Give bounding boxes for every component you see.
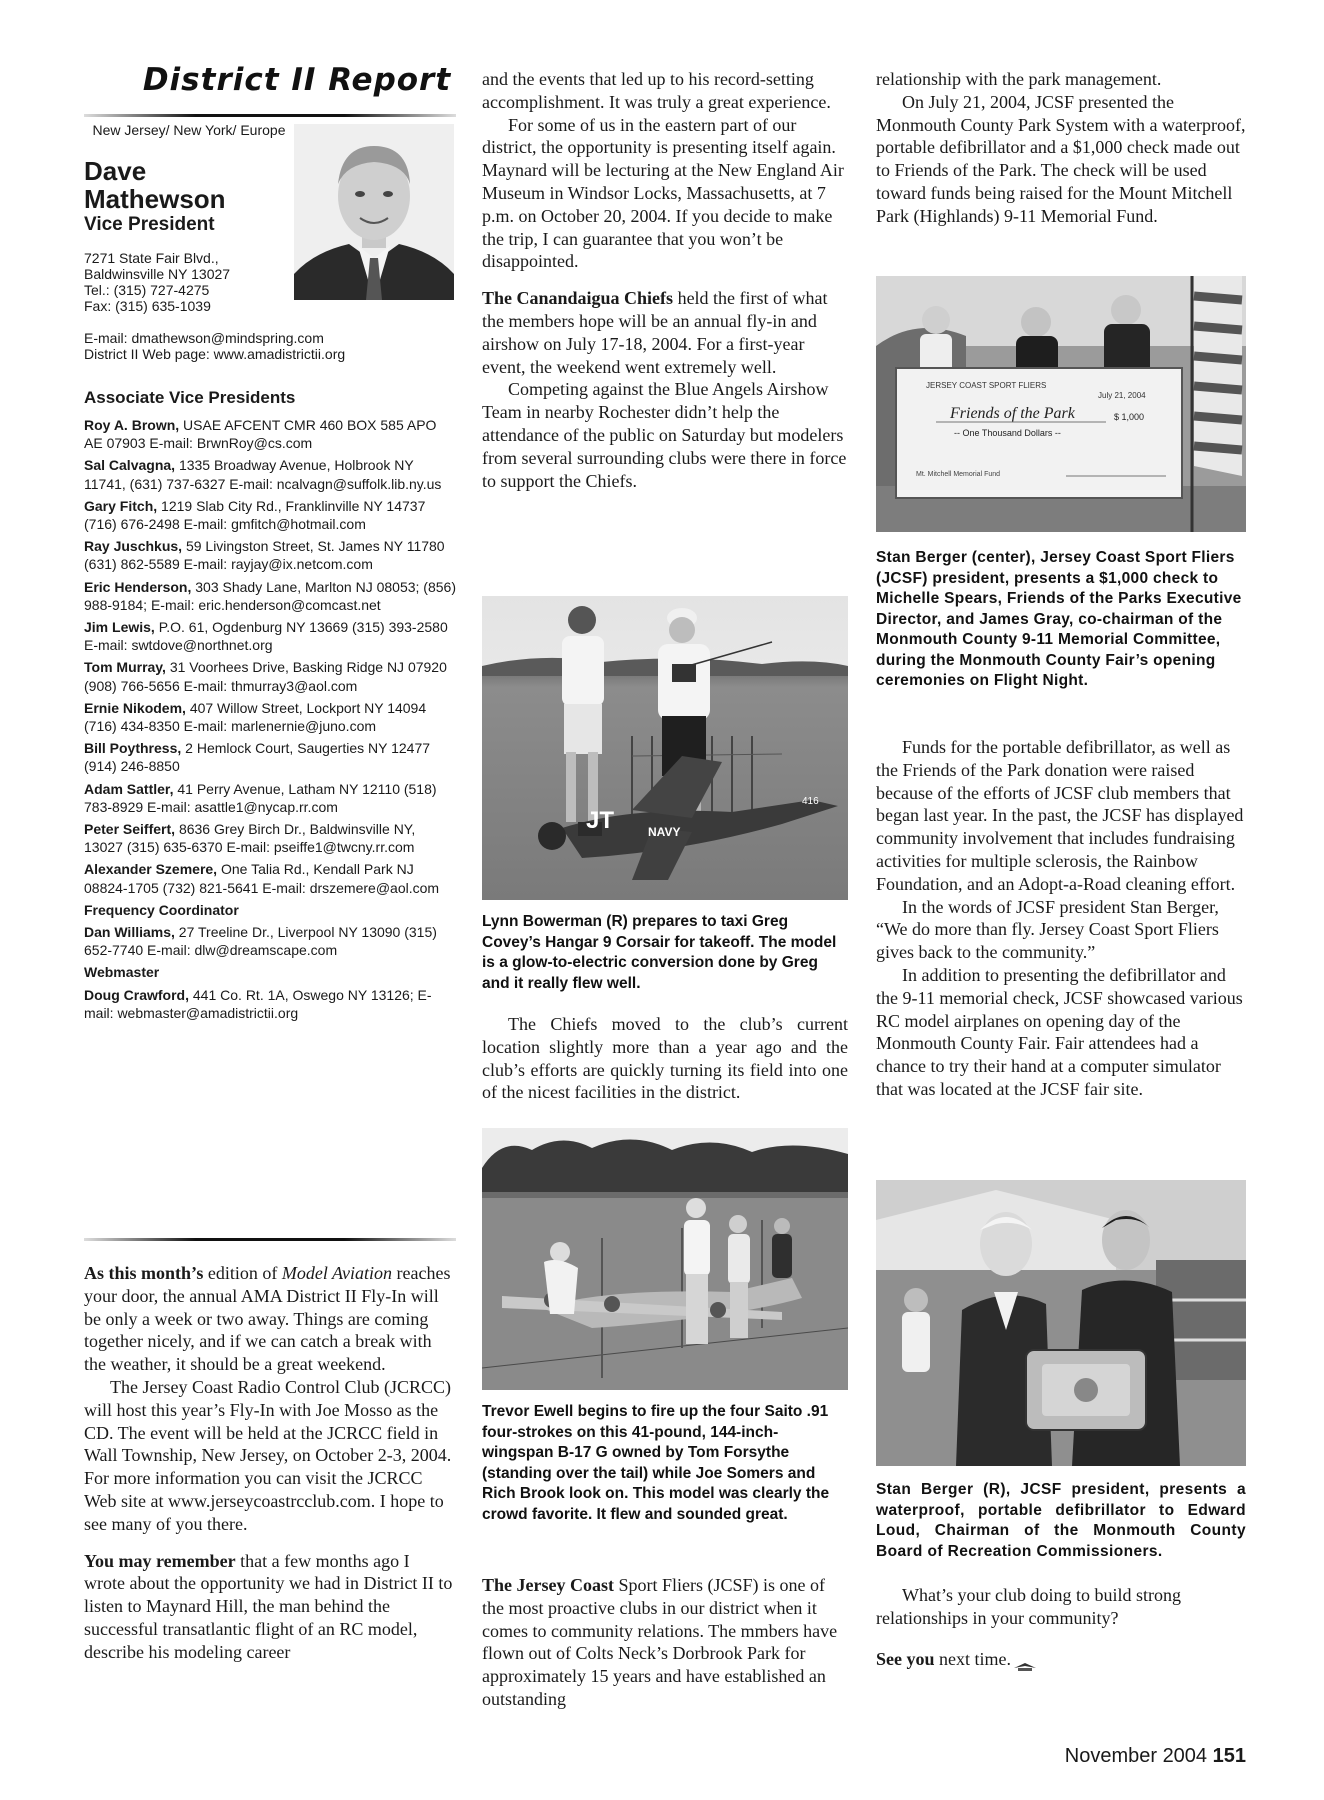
officer-address-1: 7271 State Fair Blvd., — [84, 250, 219, 266]
paragraph: and the events that led up to his record-setting accomplishment. It was truly a great experience. — [482, 69, 831, 112]
page-footer — [1065, 1745, 1246, 1768]
b17-caption: Trevor Ewell begins to fire up the four Saito .91 four-strokes on this 41-pound, 144-inch-wingspan B-17 G owned by Tom Forsythe (standing over the tail) while Joe Somers and Rich Brook look on. This model was clearly the crowd favorite. It flew and sounded great. — [482, 1403, 830, 1523]
associate-info: 2 Hemlock Court, Saugerties NY 12477 (914) 246-8850 — [84, 740, 431, 775]
associates-list — [84, 416, 456, 1026]
associate-entry — [84, 497, 456, 533]
officer-email: E-mail: dmathewson@mindspring.com — [84, 330, 324, 346]
corsair-caption: Lynn Bowerman (R) prepares to taxi Greg Covey’s Hangar 9 Corsair for takeoff. The model is a glow-to-electric conversion done by Greg and it really flew well. — [482, 913, 837, 992]
check-amount-words: -- One Thousand Dollars -- — [954, 428, 1061, 438]
paragraph: In addition to presenting the defibrillator and the 9-11 memorial check, JCSF showcased various RC model airplanes on opening day of the Monmouth County Fair. Fair attendees had a chance to try their hand at a computer simulator that was located at the JCSF fair site. — [876, 964, 1243, 1099]
lead-in: You may remember — [84, 1550, 236, 1571]
corsair-photo — [482, 596, 848, 900]
check-presentation-photo — [876, 276, 1246, 532]
webmaster-heading: Webmaster — [84, 964, 160, 981]
associate-entry — [84, 820, 456, 856]
coordinator-info: 27 Treeline Dr., Liverpool NY 13090 (315) 652-7740 E-mail: dlw@dreamscape.com — [84, 924, 437, 959]
paragraph — [876, 1648, 1246, 1671]
plane-number-label: 416 — [802, 796, 819, 807]
check-org-text: JERSEY COAST SPORT FLIERS — [926, 381, 1047, 390]
associate-name: Bill Poythress, — [84, 740, 182, 757]
associate-name: Ray Juschkus, — [84, 538, 183, 555]
associate-info: 59 Livingston Street, St. James NY 11780 (631) 862-5589 E-mail: rayjay@ix.netcom.com — [84, 538, 445, 573]
webmaster-entry — [84, 986, 456, 1022]
plane-navy-label: NAVY — [648, 825, 681, 839]
associate-info: 1335 Broadway Avenue, Holbrook NY 11741, (631) 737-6327 E-mail: ncalvagn@suffolk.lib.ny.us — [84, 457, 442, 492]
text-run: Sport Fliers (JCSF) is one of the most proactive clubs in our district when it comes to community relations. The mmbers have flown out of Colts Neck’s Dorbrook Park for approximately 15 years and have established an outstanding — [482, 1575, 838, 1709]
plane-code-label: JT — [586, 807, 615, 834]
associate-info: 1219 Slab City Rd., Franklinville NY 14737 (716) 676-2498 E-mail: gmfitch@hotmail.com — [84, 497, 426, 533]
title-divider — [84, 114, 456, 117]
officer-name — [84, 157, 226, 213]
lead-in: See you — [876, 1648, 935, 1669]
paragraph: Funds for the portable defibrillator, as well as the Friends of the Park donation were raised because of the efforts of JCSF club members that began last year. In the past, the JCSF has displayed community involvement that includes fundraising activities for multiple sclerosis, the Rainbow Foundation, and an Adopt-a-Road cleaning effort. — [876, 737, 1244, 894]
lead-in: The Jersey Coast — [482, 1575, 614, 1595]
associate-name: Eric Henderson, — [84, 578, 192, 595]
article-part-5 — [876, 68, 1246, 228]
district-web: District II Web page: www.amadistrictii.org — [84, 346, 346, 362]
paragraph: Competing against the Blue Angels Airshow Team in nearby Rochester didn’t help the attendance of the public on Saturday but modelers from several surrounding clubs were there in force to support the Chiefs. — [482, 379, 847, 491]
associate-entry — [84, 860, 456, 896]
paragraph — [84, 1550, 454, 1664]
officer-last-name: Mathewson — [84, 184, 226, 214]
associate-info: 8636 Grey Birch Dr., Baldwinsville NY, 13027 (315) 635-6370 E-mail: pseiffe1@twcny.rr.com — [84, 821, 416, 856]
associate-info: One Talia Rd., Kendall Park NJ 08824-1705 (732) 821-5641 E-mail: drszemere@aol.com — [84, 861, 440, 896]
article-part-6 — [876, 736, 1246, 1101]
associate-entry — [84, 416, 456, 452]
associate-name: Tom Murray, — [84, 659, 166, 676]
webmaster-name: Doug Crawford, — [84, 986, 189, 1003]
lead-in: As this month’s — [84, 1263, 204, 1283]
associate-name: Roy A. Brown, — [84, 417, 180, 433]
associate-entry — [84, 618, 456, 654]
associate-info: USAE AFCENT CMR 460 BOX 585 APO AE 07903 E-mail: BrwnRoy@cs.com — [84, 417, 437, 452]
officer-tel: Tel.: (315) 727-4275 — [84, 282, 210, 298]
check-amount-text: $ 1,000 — [1114, 412, 1145, 422]
associate-info: P.O. 61, Ogdenburg NY 13669 (315) 393-2580 E-mail: swtdove@northnet.org — [84, 619, 448, 654]
text-run: held the first of what the members hope will be an annual fly-in and airshow on July 17-18, 2004. For a first-year event, the weekend went extremely well. — [482, 288, 828, 377]
associate-info: 303 Shady Lane, Marlton NJ 08053; (856) 988-9184; E-mail: eric.henderson@comcast.net — [84, 578, 456, 613]
associates-heading: Associate Vice Presidents — [84, 388, 296, 407]
article-closing — [876, 1584, 1246, 1670]
paragraph: relationship with the park management. — [876, 69, 1162, 89]
paragraph: In the words of JCSF president Stan Berger, “We do more than fly. Jersey Coast Sport Fliers gives back to the community.” — [876, 896, 1219, 963]
associate-entry — [84, 699, 456, 735]
officer-first-name: Dave — [84, 156, 147, 186]
officer-fax: Fax: (315) 635-1039 — [84, 298, 211, 314]
paragraph — [482, 287, 848, 378]
associate-name: Ernie Nikodem, — [84, 699, 186, 716]
associate-name: Adam Sattler, — [84, 780, 174, 797]
associate-name: Sal Calvagna, — [84, 457, 176, 474]
associate-name: Peter Seiffert, — [84, 821, 176, 838]
text-run: that a few months ago I wrote about the opportunity we had in District II to listen to Maynard Hill, the man behind the successful transatlantic flight of an RC model, describe his modeling career — [84, 1550, 453, 1662]
paragraph: For some of us in the eastern part of our district, the opportunity is presenting itself again. Maynard will be lecturing at the New England Air Museum in Windsor Locks, Massachusetts, at 7 p.m. on October 20, 2004. If you decide to make the trip, I can guarantee that you won’t be disappointed. — [482, 114, 844, 272]
associate-name: Gary Fitch, — [84, 497, 158, 514]
defibrillator-caption: Stan Berger (R), JCSF president, presents a waterproof, portable defibrillator to Edward Loud, Chairman of the Monmouth County Board of Recreation Commissioners. — [876, 1481, 1246, 1560]
lead-in: The Canandaigua Chiefs — [482, 288, 674, 309]
associate-name: Alexander Szemere, — [84, 861, 218, 878]
paragraph — [84, 1262, 454, 1376]
paragraph: What’s your club doing to build strong relationships in your community? — [876, 1585, 1181, 1628]
page-number: 151 — [1212, 1745, 1246, 1767]
associate-info: 31 Voorhees Drive, Basking Ridge NJ 07920 (908) 766-5656 E-mail: thmurray3@aol.com — [84, 659, 447, 694]
associate-entry — [84, 456, 456, 492]
paragraph — [482, 1574, 848, 1711]
associate-entry — [84, 780, 456, 816]
associate-name: Jim Lewis, — [84, 619, 155, 636]
frequency-coordinator — [84, 923, 456, 959]
text-run: reaches your door, the annual AMA District II Fly-In will be only a week or two away. Things are coming together nicely, and if we can catch a break with the weather, it should be a great weekend. — [84, 1263, 451, 1375]
b17-photo — [482, 1128, 848, 1390]
text-run: next time. — [934, 1648, 1011, 1669]
magazine-name: Model Aviation — [281, 1263, 393, 1283]
issue-date: November 2004 — [1064, 1745, 1208, 1767]
article-part-2 — [482, 68, 848, 492]
article-part-3 — [482, 1013, 848, 1104]
officer-title: Vice President — [84, 214, 215, 235]
officer-address-2: Baldwinsville NY 13027 — [84, 266, 231, 282]
page-title: District II Report — [142, 62, 452, 98]
check-date-text: July 21, 2004 — [1098, 391, 1146, 400]
article-part-4 — [482, 1574, 848, 1711]
text-run: edition of — [203, 1263, 282, 1283]
check-caption: Stan Berger (center), Jersey Coast Sport Fliers (JCSF) president, presents a $1,000 check to Michelle Spears, Friends of the Parks Executive Director, and James Gray, co-chairman of the Monmouth County 9-11 Memorial Committee, during the Monmouth County Fair’s opening ceremonies on Flight Night. — [876, 549, 1242, 689]
frequency-heading: Frequency Coordinator — [84, 901, 239, 918]
officer-contact — [84, 250, 230, 314]
associate-entry — [84, 739, 456, 775]
officer-online — [84, 330, 345, 362]
paragraph: On July 21, 2004, JCSF presented the Monmouth County Park System with a waterproof, portable defibrillator and a $1,000 check made out to Friends of the Park. The check will be used toward funds being raised for the Mount Mitchell Park (Highlands) 9-11 Memorial Fund. — [876, 91, 1246, 226]
column-divider — [84, 1238, 456, 1241]
webmaster-info: 441 Co. Rt. 1A, Oswego NY 13126; E-mail: webmaster@amadistrictii.org — [84, 986, 432, 1021]
paragraph: The Jersey Coast Radio Control Club (JCRCC) will host this year’s Fly-In with Joe Mosso as the CD. The event will be held at the JCRCC field in Wall Township, New Jersey, on October 2-3, 2004. For more information you can visit the JCRCC Web site at www.jerseycoastrcclub.com. I hope to see many of you there. — [84, 1376, 452, 1534]
associate-entry — [84, 537, 456, 573]
defibrillator-photo — [876, 1180, 1246, 1466]
officer-region: New Jersey/ New York/ Europe — [92, 122, 286, 138]
article-intro — [84, 1262, 454, 1664]
associate-entry — [84, 658, 456, 694]
paragraph: The Chiefs moved to the club’s current location slightly more than a year ago and the club’s efforts are quickly turning its field into one of the nicest facilities in the district. — [482, 1014, 848, 1103]
associate-info: 407 Willow Street, Lockport NY 14094 (716) 434-8350 E-mail: marlenernie@juno.com — [84, 699, 427, 735]
check-memo-text: Mt. Mitchell Memorial Fund — [916, 471, 1001, 478]
check-payee-text: Friends of the Park — [950, 405, 1075, 422]
associate-entry — [84, 578, 456, 614]
officer-portrait — [294, 124, 454, 300]
associate-info: 41 Perry Avenue, Latham NY 12110 (518) 783-8929 E-mail: asattle1@nycap.rr.com — [84, 780, 437, 815]
coordinator-name: Dan Williams, — [84, 924, 175, 941]
ama-logo-icon — [1014, 1655, 1036, 1665]
